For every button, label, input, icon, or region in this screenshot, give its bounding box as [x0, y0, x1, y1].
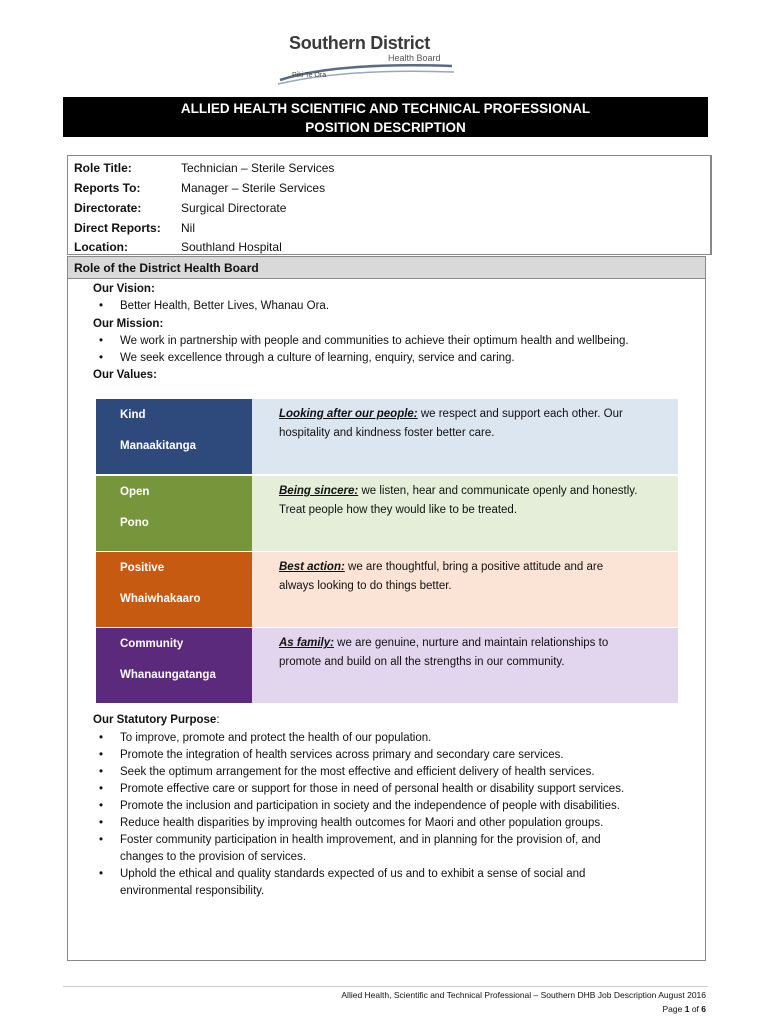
bullet-icon: •	[99, 335, 104, 347]
logo-title: Southern District	[289, 33, 430, 53]
bullet-icon: •	[99, 834, 104, 846]
bullet-icon: •	[99, 817, 104, 829]
value-lead: As family:	[279, 637, 334, 649]
bullet-icon: •	[99, 766, 104, 778]
value-lead: Looking after our people:	[279, 408, 418, 420]
info-label: Directorate:	[74, 201, 142, 215]
info-label: Location:	[74, 240, 128, 254]
role-section: Role of the District Health Board Our Vision: • Better Health, Better Lives, Whanau Ora. Our Mission: • We work in partnership with people and communities to achieve their optimum health and wellbeing. • We seek excellence through a culture of learning, enquiry, service and caring. Our Values: Kind Manaakitanga Looking after our people: we respect and support each other. Our hospitality and kindness foster better care. Open Pono Being sincere: we listen, hear and communicate openly and honestly. Treat people how they would like to be treated. Positive Whaiwhakaaro Best action: we are thoughtful, bring a positive attitude and are always looking to do things better. Community Whanaungatanga As family: we are genuine, nurture and maintain relationships to promote and build on all the strengths in our community. Our Statutory Purpose: • To improve, promote and protect the health of our population. • Promote the integration of health services across primary and secondary care services. • Seek the optimum arrangement for the most effective and efficient delivery of health services. • Promote effective care or support for those in need of personal health or disability support services. • Promote the inclusion and participation in society and the independence of people with disabilities. • Reduce health disparities by improving health outcomes for Maori and other population groups. • Foster community participation in health improvement, and in planning for the provision of, and changes to the provision of services. • Uphold the ethical and quality standards expected of us and to exhibit a sense of social and environmental responsibility.	[67, 256, 706, 961]
banner-line-1: ALLIED HEALTH SCIENTIFIC AND TECHNICAL PROFESSIONAL	[180, 101, 591, 116]
bullet-icon: •	[99, 352, 104, 364]
values-heading: Our Values:	[93, 369, 157, 381]
info-label: Reports To:	[74, 181, 141, 195]
info-label: Role Title:	[74, 161, 132, 175]
value-name-cell: Open Pono	[96, 476, 252, 551]
value-description-cell: As family: we are genuine, nurture and maintain relationships to promote and build on all the strengths in our community.	[252, 628, 678, 703]
value-description-cell: Best action: we are thoughtful, bring a positive attitude and are always looking to do things better.	[252, 552, 678, 627]
value-name-cell: Kind Manaakitanga	[96, 399, 252, 474]
bullet-icon: •	[99, 749, 104, 761]
page-number: Page 1 of 6	[662, 1004, 706, 1014]
title-banner	[63, 97, 708, 137]
info-label: Direct Reports:	[74, 221, 161, 235]
bullet-icon: •	[99, 732, 104, 744]
southern-dhb-logo	[276, 30, 456, 88]
banner-line-2: POSITION DESCRIPTION	[305, 120, 466, 135]
value-description-cell: Being sincere: we listen, hear and communicate openly and honestly. Treat people how they would like to be treated.	[252, 476, 678, 551]
bullet-icon: •	[99, 800, 104, 812]
info-value: Nil	[181, 221, 195, 235]
value-row-open	[96, 476, 678, 551]
info-value: Manager – Sterile Services	[181, 181, 326, 195]
logo-tagline: Piki Te Ora	[292, 72, 327, 79]
bullet-icon: •	[99, 783, 104, 795]
footer-text: Allied Health, Scientific and Technical Professional – Southern DHB Job Description August 2016	[341, 990, 706, 1000]
mission-heading: Our Mission:	[93, 318, 164, 330]
section-heading: Role of the District Health Board	[68, 257, 705, 279]
footer-divider	[63, 986, 708, 987]
info-value: Technician – Sterile Services	[181, 161, 335, 175]
value-name-cell: Community Whanaungatanga	[96, 628, 252, 703]
value-name-cell: Positive Whaiwhakaaro	[96, 552, 252, 627]
value-row-kind	[96, 399, 678, 474]
value-row-community	[96, 628, 678, 703]
bullet-icon: •	[99, 868, 104, 880]
info-value: Surgical Directorate	[181, 201, 287, 215]
vision-heading: Our Vision:	[93, 283, 155, 295]
value-row-positive	[96, 552, 678, 627]
info-value: Southland Hospital	[181, 240, 282, 254]
position-info-box	[67, 155, 712, 255]
value-description-cell: Looking after our people: we respect and support each other. Our hospitality and kindness foster better care.	[252, 399, 678, 474]
logo-subtitle: Health Board	[388, 53, 441, 63]
value-lead: Best action:	[279, 561, 345, 573]
bullet-icon: •	[99, 300, 104, 312]
value-lead: Being sincere:	[279, 485, 359, 497]
statutory-heading: Our Statutory Purpose:	[93, 714, 220, 726]
